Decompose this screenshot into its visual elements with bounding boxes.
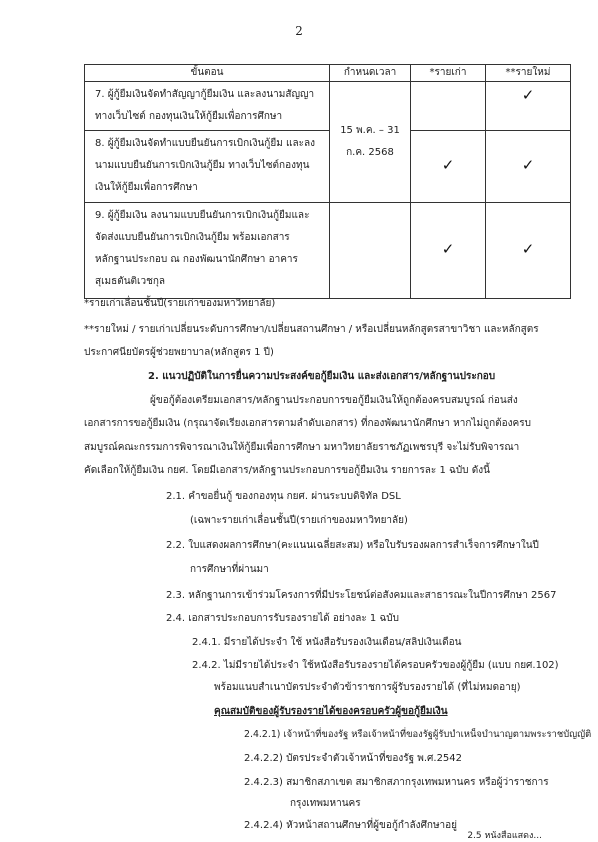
- time-cell: [330, 82, 411, 203]
- table-row: [85, 131, 571, 203]
- list-item-cont: การศึกษาที่ผ่านมา: [190, 563, 269, 575]
- paragraph-line: สมบูรณ์คณะกรรมการพิจารณาเงินให้กู้ยืมเพื่อการศึกษา มหาวิทยาลัยราชภัฏเพชรบุรี จะไม่รับพิจารณา: [84, 441, 520, 453]
- qualification-heading: คุณสมบัติของผู้รับรองรายได้ของครอบครัวผู้ขอกู้ยืมเงิน: [214, 705, 448, 717]
- section-heading: 2. แนวปฏิบัติในการยื่นความประสงค์ขอกู้ยืมเงิน และส่งเอกสาร/หลักฐานประกอบ: [148, 370, 496, 382]
- list-item: 2.1. คำขอยื่นกู้ ของกองทุน กยศ. ผ่านระบบดิจิทัล DSL: [166, 491, 401, 503]
- header-old: *รายเก่า: [411, 65, 486, 82]
- check-icon: ✓: [441, 156, 455, 174]
- note-new: **รายใหม่ / รายเก่าเปลี่ยนระดับการศึกษา/เปลี่ยนสถานศึกษา / หรือเปลี่ยนหลักสูตรสาขาวิชา และหลักสูตร: [84, 323, 539, 335]
- paragraph-line: คัดเลือกให้กู้ยืมเงิน กยศ. โดยมีเอกสาร/หลักฐานประกอบการขอกู้ยืมเงิน รายการละ 1 ฉบับ ดังนี้: [84, 465, 490, 477]
- step-text: จัดส่งแบบยืนยันการเบิกเงินกู้ยืม พร้อมเอกสาร: [95, 232, 290, 243]
- step-text: ทางเว็บไซต์ กองทุนเงินให้กู้ยืมเพื่อการศึกษา: [95, 111, 283, 122]
- header-time: กำหนดเวลา: [330, 65, 411, 82]
- time-cell-empty: [330, 203, 411, 299]
- qualification-item: 2.4.2.2) บัตรประจำตัวเจ้าหน้าที่ของรัฐ พ.ศ.2542: [244, 753, 463, 765]
- continuation-note: 2.5 หนังสือแสดง...: [467, 831, 542, 841]
- step-text: 9. ผู้กู้ยืมเงิน ลงนามแบบยืนยันการเบิกเงินกู้ยืมและ: [95, 210, 310, 221]
- note-old: *รายเก่าเลื่อนชั้นปี(รายเก่าของมหาวิทยาลัย): [84, 298, 276, 309]
- check-icon: ✓: [521, 240, 535, 258]
- header-new: **รายใหม่: [486, 65, 571, 82]
- old-cell: [411, 131, 486, 203]
- check-icon: ✓: [441, 240, 455, 258]
- new-cell: [486, 82, 571, 131]
- note-new-cont: ประกาศนียบัตรผู้ช่วยพยาบาล(หลักสูตร 1 ปี): [84, 347, 274, 359]
- step-cell: [85, 82, 330, 131]
- paragraph-line: ผู้ขอกู้ต้องเตรียมเอกสาร/หลักฐานประกอบการขอกู้ยืมเงินให้ถูกต้องครบสมบูรณ์ ก่อนส่ง: [150, 394, 518, 406]
- list-item: 2.2. ใบแสดงผลการศึกษา(คะแนนเฉลี่ยสะสม) หรือใบรับรองผลการสำเร็จการศึกษาในปี: [166, 540, 539, 552]
- new-cell: [486, 203, 571, 299]
- step-text: 7. ผู้กู้ยืมเงินจัดทำสัญญากู้ยืมเงิน และลงนามสัญญา: [95, 89, 315, 100]
- check-icon: ✓: [521, 86, 535, 104]
- old-cell: [411, 203, 486, 299]
- list-subitem: 2.4.1. มีรายได้ประจำ ใช้ หนังสือรับรองเงินเดือน/สลิปเงินเดือน: [192, 636, 462, 648]
- step-text: สุเมธตันติเวชกุล: [95, 276, 166, 287]
- time-text: ก.ค. 2568: [346, 147, 394, 158]
- step-cell: [85, 203, 330, 299]
- list-item-cont: (เฉพาะรายเก่าเลื่อนชั้นปี(รายเก่าของมหาวิทยาลัย): [190, 514, 408, 526]
- step-cell: [85, 131, 330, 203]
- time-text: 15 พ.ค. – 31: [340, 125, 400, 136]
- qualification-item: 2.4.2.4) หัวหน้าสถานศึกษาที่ผู้ขอกู้กำลังศึกษาอยู่: [244, 820, 458, 831]
- step-text: 8. ผู้กู้ยืมเงินจัดทำแบบยืนยันการเบิกเงินกู้ยืม และลง: [95, 138, 315, 149]
- paragraph-line: เอกสารการขอกู้ยืมเงิน (กรุณาจัดเรียงเอกสารตามลำดับเอกสาร) ที่กองพัฒนานักศึกษา หากไม่ถูกต้องครบ: [84, 418, 531, 430]
- new-cell: [486, 131, 571, 203]
- step-text: เงินให้กู้ยืมเพื่อการศึกษา: [95, 182, 198, 193]
- list-subitem-cont: พร้อมแนบสำเนาบัตรประจำตัวข้าราชการผู้รับรองรายได้ (ที่ไม่หมดอายุ): [214, 682, 521, 694]
- page-number: 2: [295, 24, 303, 38]
- step-text: หลักฐานประกอบ ณ กองพัฒนานักศึกษา อาคาร: [95, 254, 298, 265]
- old-cell: [411, 82, 486, 131]
- check-icon: ✓: [521, 156, 535, 174]
- list-item: 2.3. หลักฐานการเข้าร่วมโครงการที่มีประโยชน์ต่อสังคมและสาธารณะในปีการศึกษา 2567: [166, 589, 557, 601]
- header-step: ขั้นตอน: [85, 65, 330, 82]
- qualification-item: 2.4.2.3) สมาชิกสภาเขต สมาชิกสภากรุงเทพมหานคร หรือผู้ว่าราชการ: [244, 776, 549, 788]
- table-row: [85, 203, 571, 299]
- steps-table: [84, 64, 571, 299]
- qualification-item: 2.4.2.1) เจ้าหน้าที่ของรัฐ หรือเจ้าหน้าที่ของรัฐผู้รับบำเหน็จบำนาญตามพระราชบัญญัติ: [244, 729, 592, 741]
- table-row: [85, 82, 571, 131]
- list-subitem: 2.4.2. ไม่มีรายได้ประจำ ใช้หนังสือรับรองรายได้ครอบครัวของผู้กู้ยืม (แบบ กยศ.102): [192, 660, 559, 672]
- qualification-item-cont: กรุงเทพมหานคร: [290, 798, 361, 810]
- step-text: นามแบบยืนยันการเบิกเงินกู้ยืม ทางเว็บไซต์กองทุน: [95, 160, 310, 171]
- table-header-row: [85, 65, 571, 82]
- list-item: 2.4. เอกสารประกอบการรับรองรายได้ อย่างละ 1 ฉบับ: [166, 613, 399, 625]
